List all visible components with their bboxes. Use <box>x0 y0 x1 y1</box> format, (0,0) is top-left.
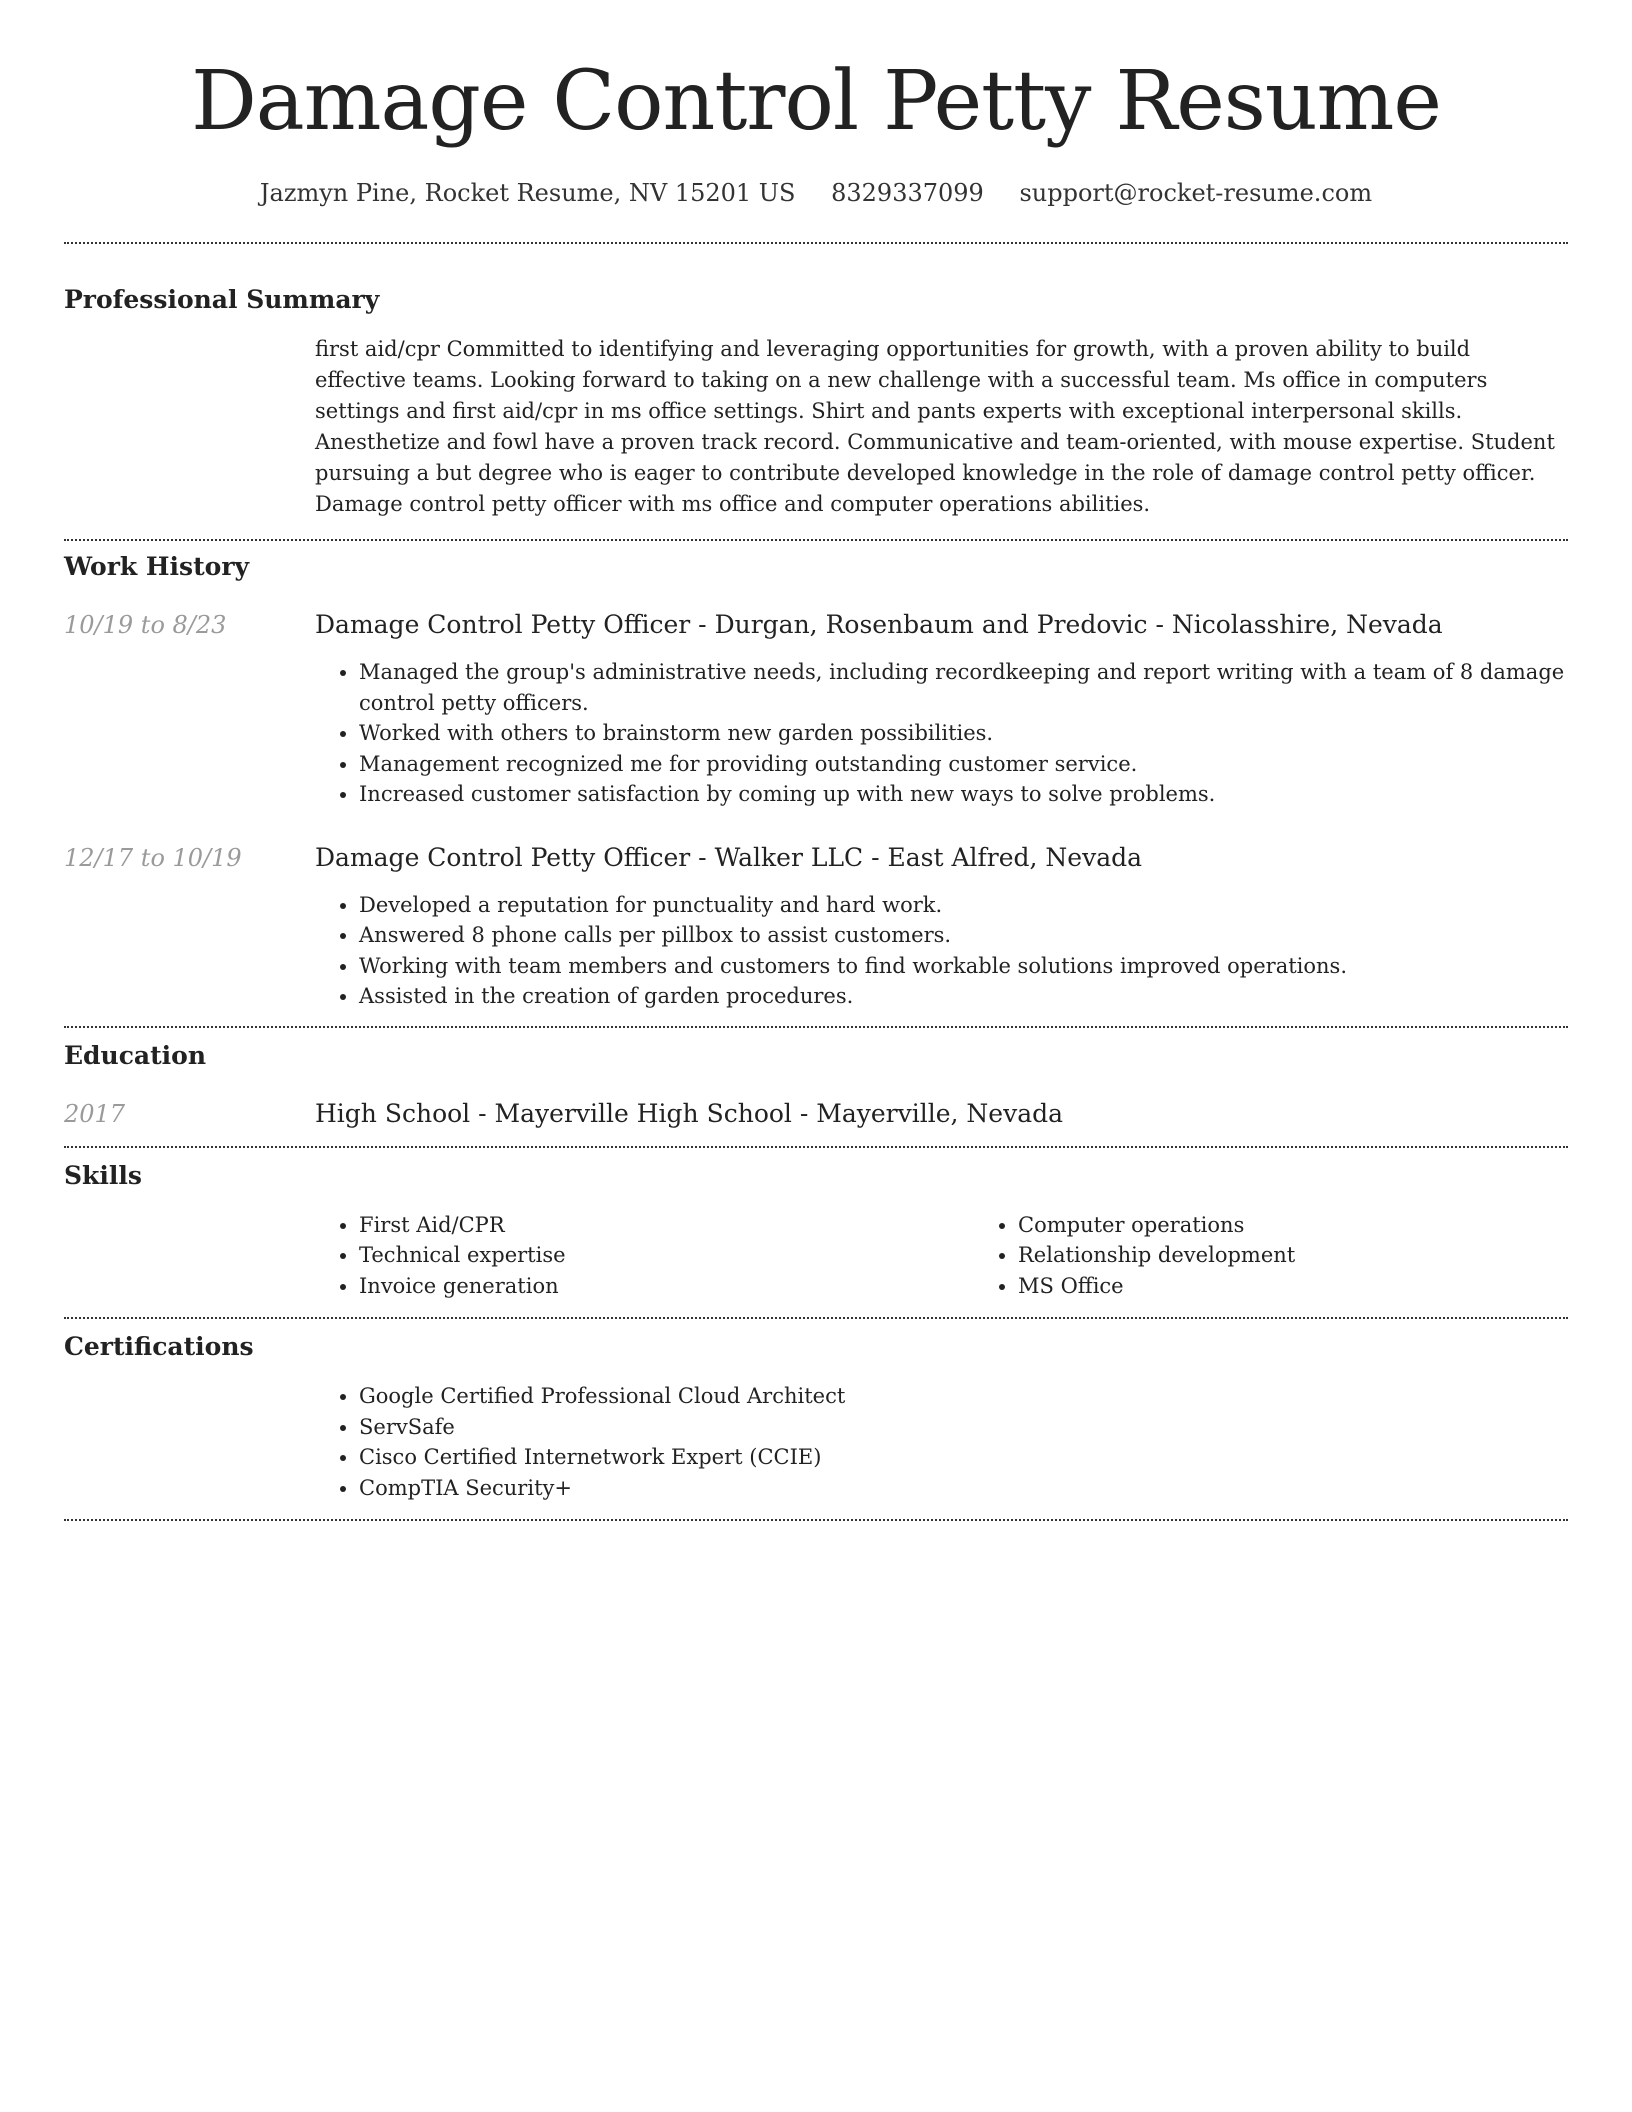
skill-item: • First Aid/CPR <box>359 1210 974 1241</box>
education-date: 2017 <box>64 1099 126 1128</box>
job-dates: 10/19 to 8/23 <box>64 611 227 639</box>
job-bullet: • Management recognized me for providing outstanding customer service. <box>359 749 1568 780</box>
divider <box>64 539 1568 541</box>
job-bullet: • Developed a reputation for punctuality and hard work. <box>359 890 1568 921</box>
contact-line <box>64 178 1568 208</box>
job-bullet: • Worked with others to brainstorm new garden possibilities. <box>359 718 1568 749</box>
certifications-spacer <box>64 1381 315 1503</box>
job-title: Damage Control Petty Officer - Durgan, Rosenbaum and Predovic - Nicolasshire, Nevada <box>315 610 1443 639</box>
education-entry <box>64 1098 1568 1130</box>
summary-spacer <box>64 334 315 520</box>
certifications-list <box>315 1381 1568 1503</box>
skill-item: • Relationship development <box>1018 1240 1632 1271</box>
education-content <box>315 1098 1568 1130</box>
resume-page <box>64 0 1568 1521</box>
contact-phone: 8329337099 <box>831 179 984 207</box>
job-title: Damage Control Petty Officer - Walker LLC - East Alfred, Nevada <box>315 842 1143 872</box>
job-bullet: • Working with team members and customers to find workable solutions improved operations. <box>359 951 1568 982</box>
job-entry <box>64 842 1568 1012</box>
skill-item: • Technical expertise <box>359 1240 974 1271</box>
divider <box>64 1519 1568 1521</box>
job-bullet: • Increased customer satisfaction by coming up with new ways to solve problems. <box>359 779 1568 810</box>
contact-email: support@rocket-resume.com <box>1019 179 1373 207</box>
summary-content <box>315 334 1568 520</box>
summary-row <box>64 334 1568 520</box>
certifications-row <box>64 1381 1568 1503</box>
certifications-content <box>315 1381 1568 1503</box>
job-bullets <box>315 657 1568 810</box>
skills-row <box>64 1210 1568 1302</box>
divider <box>64 242 1568 244</box>
resume-title: Damage Control Petty Resume <box>191 54 1441 149</box>
skills-content <box>315 1210 1632 1302</box>
job-bullet: • Answered 8 phone calls per pillbox to assist customers. <box>359 920 1568 951</box>
certification-item: • ServSafe <box>359 1412 1568 1443</box>
job-content <box>315 842 1568 1012</box>
section-title-certifications: Certifications <box>64 1332 254 1361</box>
job-bullet: • Managed the group's administrative needs, including recordkeeping and report writing with a team of 8 damage control petty officers. <box>359 657 1568 718</box>
education-title: High School - Mayerville High School - Mayerville, Nevada <box>315 1098 1064 1128</box>
skill-item: • Invoice generation <box>359 1271 974 1302</box>
section-title-skills: Skills <box>64 1160 142 1190</box>
certification-item: • Cisco Certified Internetwork Expert (CCIE) <box>359 1442 1568 1473</box>
summary-text: first aid/cpr Committed to identifying and leveraging opportunities for growth, with a proven ability to build effective teams. Looking forward to taking on a new challenge with a successful team. Ms office in computers settings and first aid/cpr in ms office settings. Shirt and pants experts with exceptional interpersonal skills. Anesthetize and fowl have a proven track record. Communicative and team-oriented, with mouse expertise. Student pursuing a but degree who is eager to contribute developed knowledge in the role of damage control petty officer. Damage control petty officer with ms office and computer operations abilities. <box>315 337 1555 516</box>
job-content <box>315 609 1568 810</box>
section-title-summary: Professional Summary <box>64 285 380 314</box>
divider <box>64 1317 1568 1319</box>
skill-item: • Computer operations <box>1018 1210 1632 1241</box>
skills-list-right <box>974 1210 1632 1302</box>
skills-list-left <box>315 1210 974 1302</box>
divider <box>64 1146 1568 1148</box>
certification-item: • CompTIA Security+ <box>359 1473 1568 1504</box>
skill-item: • MS Office <box>1018 1271 1632 1302</box>
certification-item: • Google Certified Professional Cloud Architect <box>359 1381 1568 1412</box>
section-title-work: Work History <box>64 552 250 581</box>
skills-spacer <box>64 1210 315 1302</box>
contact-address: Jazmyn Pine, Rocket Resume, NV 15201 US <box>259 179 796 207</box>
section-title-education: Education <box>64 1040 207 1070</box>
divider <box>64 1026 1568 1028</box>
job-dates: 12/17 to 10/19 <box>64 843 242 872</box>
job-entry <box>64 609 1568 810</box>
job-bullets <box>315 890 1568 1012</box>
job-bullet: • Assisted in the creation of garden procedures. <box>359 981 1568 1012</box>
